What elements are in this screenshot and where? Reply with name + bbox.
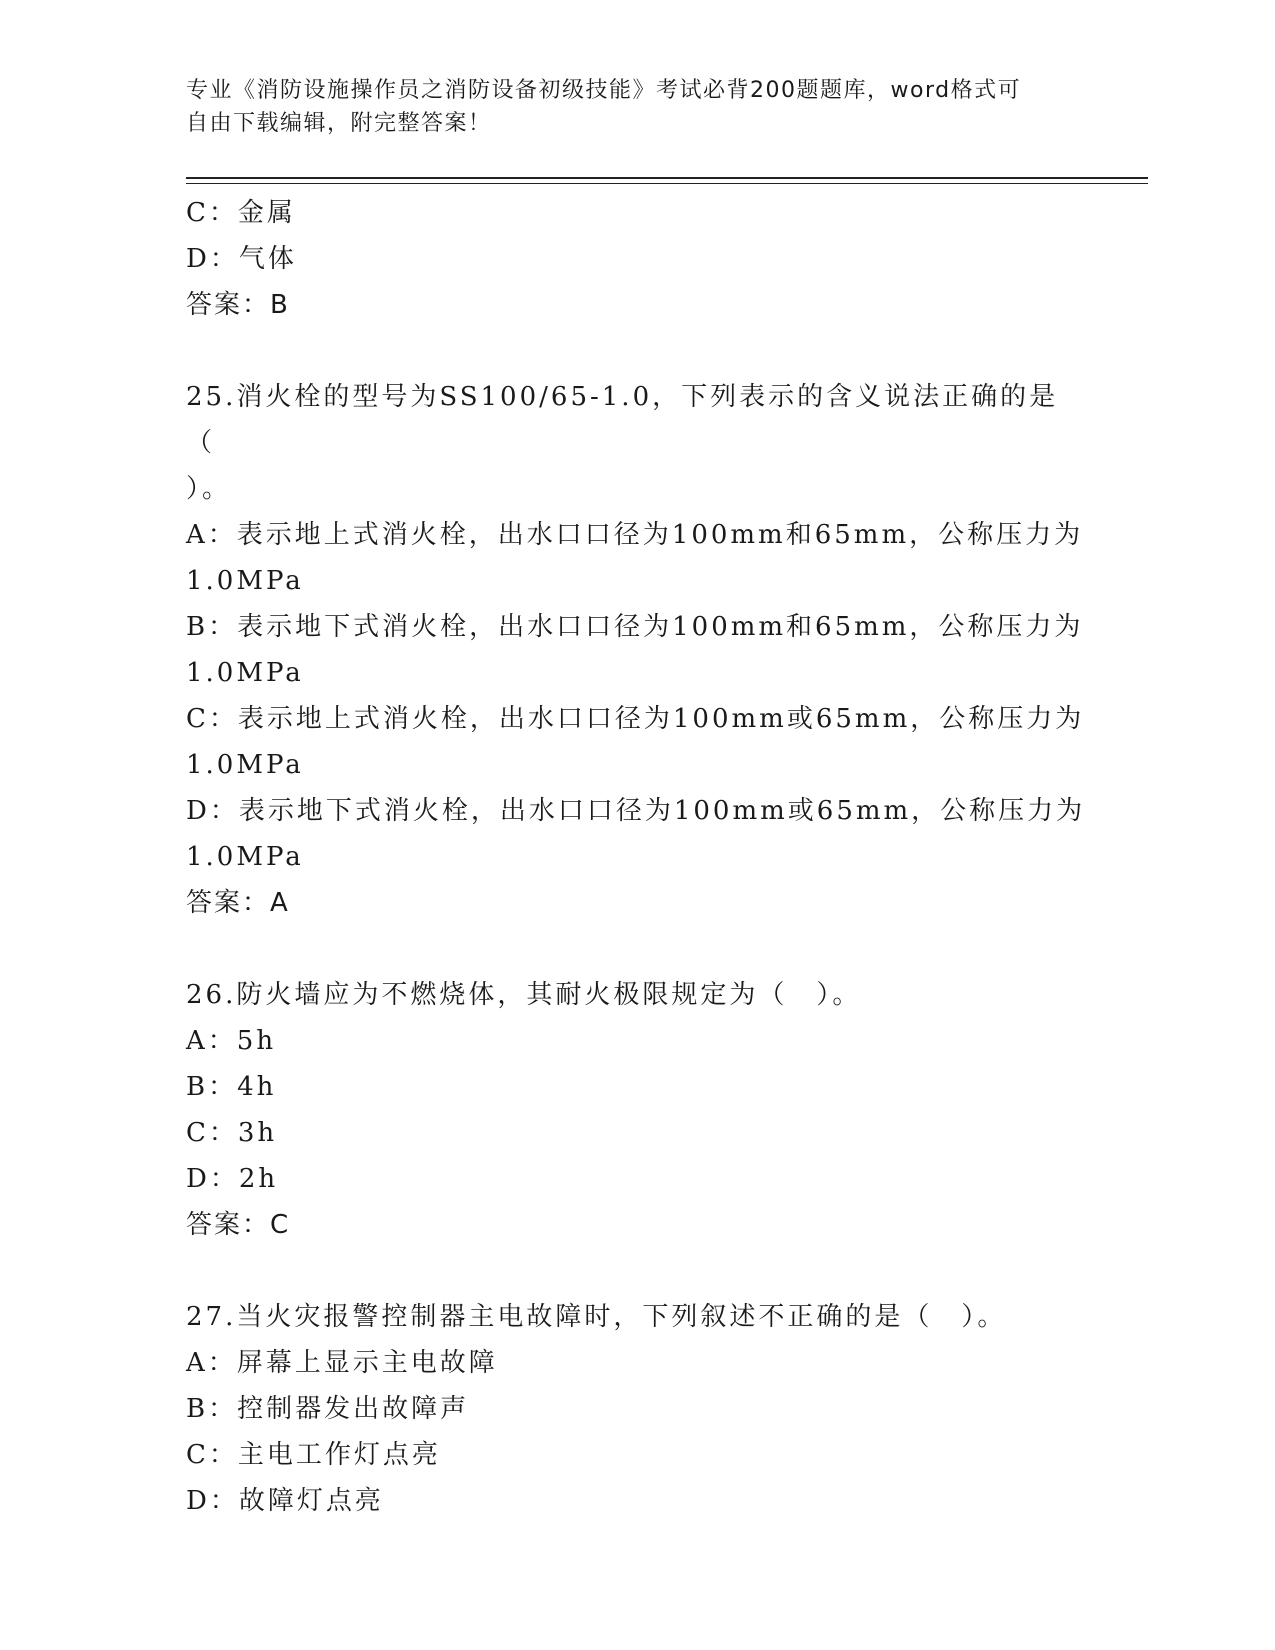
option-b: B：控制器发出故障声 (186, 1394, 470, 1424)
option-b: B：表示地下式消火栓，出水口口径为100mm和65mm，公称压力为 (186, 612, 1084, 642)
header-title-line-2: 自由下载编辑，附完整答案！ (186, 111, 492, 136)
question-stem: 25.消火栓的型号为SS100/65-1.0，下列表示的含义说法正确的是（ (186, 382, 1059, 458)
option-c: C：主电工作灯点亮 (186, 1440, 441, 1470)
answer-line: 答案：B (186, 290, 290, 320)
header-divider-thin (186, 183, 1148, 184)
option-c: C：金属 (186, 198, 296, 228)
option-d: D：故障灯点亮 (186, 1486, 384, 1516)
answer-line: 答案：C (186, 1210, 291, 1240)
question-content (186, 190, 1086, 1524)
spacer (186, 328, 1086, 374)
answer-line: 答案：A (186, 888, 290, 918)
option-d: D：表示地下式消火栓，出水口口径为100mm或65mm，公称压力为 (186, 796, 1086, 826)
question-27 (186, 1294, 1086, 1524)
option-a: A：5h (186, 1026, 277, 1056)
option-b-continued: 1.0MPa (186, 658, 304, 688)
option-d-continued: 1.0MPa (186, 842, 304, 872)
option-c: C：3h (186, 1118, 278, 1148)
question-stem: 27.当火灾报警控制器主电故障时，下列叙述不正确的是（ ）。 (186, 1302, 1007, 1332)
option-d: D：2h (186, 1164, 279, 1194)
spacer (186, 1248, 1086, 1294)
option-c-continued: 1.0MPa (186, 750, 304, 780)
header-title-line-1: 专业《消防设施操作员之消防设备初级技能》考试必背200题题库，word格式可 (186, 78, 1022, 103)
question-24-tail (186, 190, 1086, 328)
option-c: C：表示地上式消火栓，出水口口径为100mm或65mm，公称压力为 (186, 704, 1085, 734)
option-d: D：气体 (186, 244, 297, 274)
page-header (186, 74, 1086, 140)
question-stem-continued: ）。 (186, 474, 232, 504)
option-a: A：表示地上式消火栓，出水口口径为100mm和65mm，公称压力为 (186, 520, 1084, 550)
option-a: A：屏幕上显示主电故障 (186, 1348, 498, 1378)
header-divider-thick (186, 177, 1148, 179)
question-25 (186, 374, 1086, 926)
option-b: B：4h (186, 1072, 277, 1102)
question-26 (186, 972, 1086, 1248)
option-a-continued: 1.0MPa (186, 566, 304, 596)
question-stem: 26.防火墙应为不燃烧体，其耐火极限规定为（ ）。 (186, 980, 862, 1010)
spacer (186, 926, 1086, 972)
